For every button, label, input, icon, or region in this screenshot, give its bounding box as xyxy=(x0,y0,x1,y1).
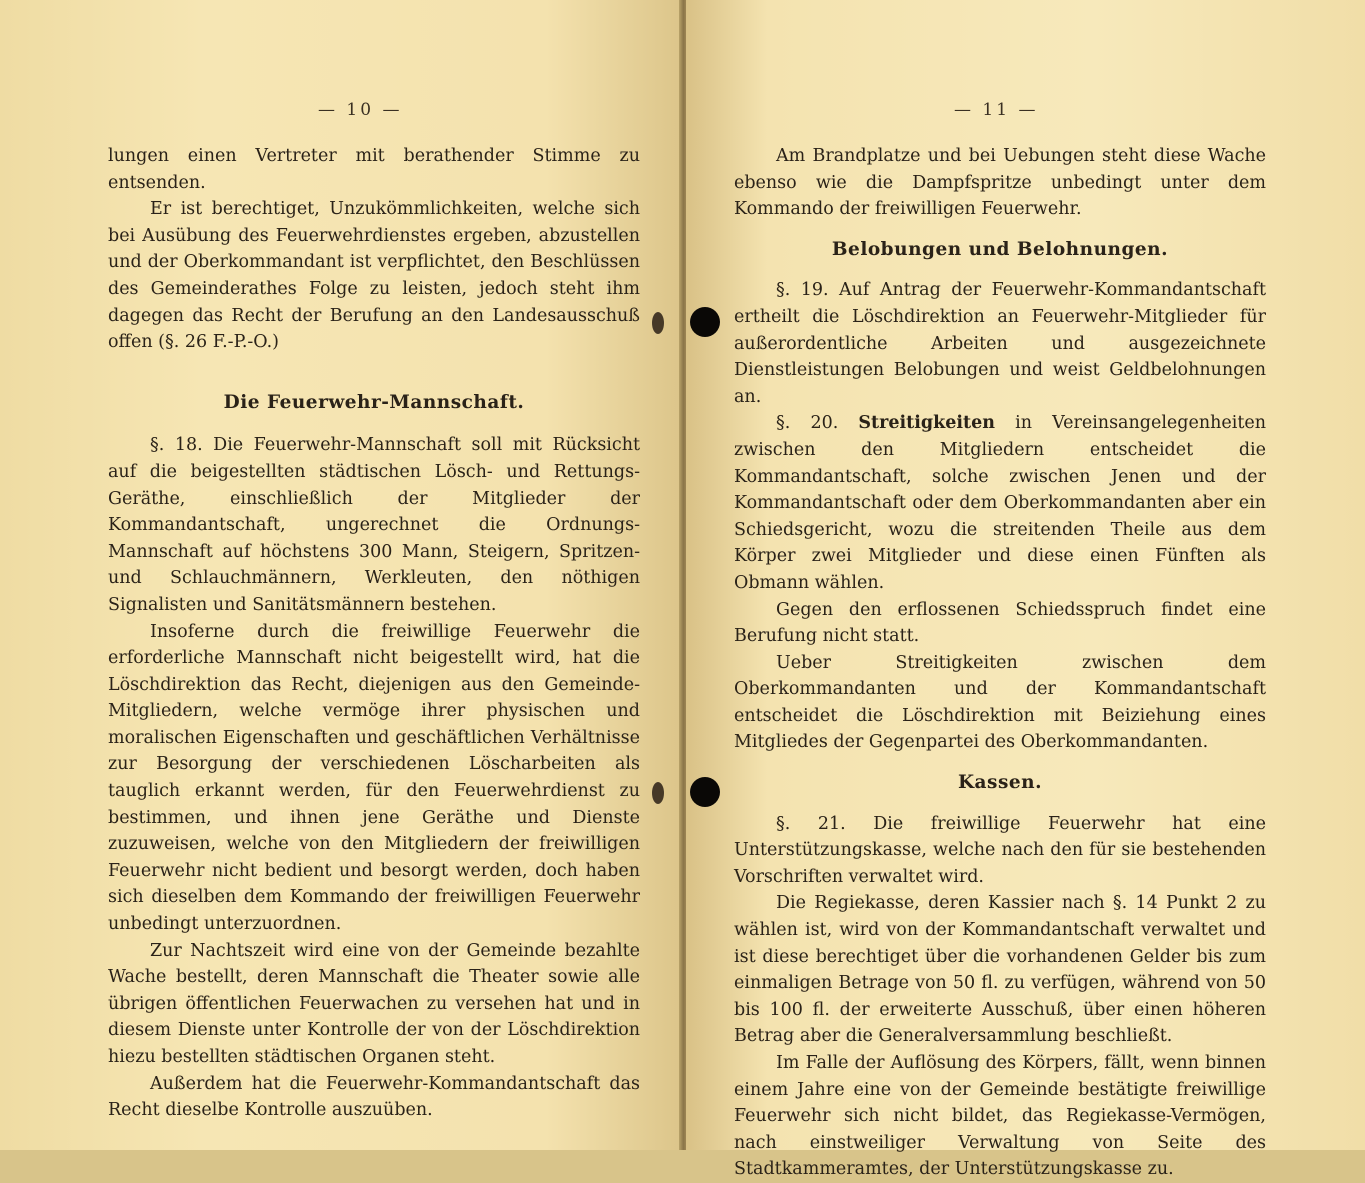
section-heading: Die Feuerwehr-Mannschaft. xyxy=(223,391,525,413)
page-number: — 10 — xyxy=(318,100,403,120)
section-heading: Kassen. xyxy=(957,772,1043,794)
binding-hole-shadow xyxy=(652,312,664,334)
right-page-body xyxy=(734,143,1266,1183)
paragraph: Er ist berechtiget, Unzukömmlichkeiten, welche sich bei Ausübung des Feuerwehrdienstes ergeben, abzustellen und der Oberkommandant ist verpflichtet, den Beschlüssen des Gemeinderathes Folge zu leisten, jedoch steht ihm dagegen das Recht der Berufung an den Landesausschuß offen (§. 26 F.-P.-O.) xyxy=(108,199,640,353)
paragraph: Im Falle der Auflösung des Körpers, fällt, wenn binnen einem Jahre eine von der Gemeinde bestätigte freiwillige Feuerwehr sich nicht bildet, das Regiekasse-Vermögen, nach einstweiliger Verwaltung von Seite des Stadtkammeramtes, der Unterstützungskasse zu. xyxy=(734,1053,1266,1180)
paragraph: §. 21. Die freiwillige Feuerwehr hat eine Unterstützungskasse, welche nach den für sie bestehenden Vorschriften verwaltet wird. xyxy=(734,813,1266,887)
paragraph: §. 18. Die Feuerwehr-Mannschaft soll mit Rücksicht auf die beigestellten städtischen Lösch- und Rettungs-Geräthe, einschließlich der Mitglieder der Kommandantschaft, ungerechnet die Ordnungs-Mannschaft auf höchstens 300 Mann, Steigern, Spritzen- und Schlauchmännern, Werkleuten, den nöthigen Signalisten und Sanitätsmännern bestehen. xyxy=(108,435,640,615)
paragraph: §. 19. Auf Antrag der Feuerwehr-Kommandantschaft ertheilt die Löschdirektion an Feuerwehr-Mitglieder für außerordentliche Arbeiten und ausgezeichnete Dienstleistungen Belobungen und weist Geldbelohnungen an. xyxy=(734,280,1266,407)
section-heading: Belobungen und Belohnungen. xyxy=(831,238,1169,260)
paragraph-text: in Vereinsangelegenheiten zwischen den Mitgliedern entscheidet die Kommandantschaft, solche zwischen Jenen und der Kommandantschaft oder dem Oberkommandanten aber ein Schiedsgericht, wozu die streitenden Theile aus dem Körper zwei Mitglieder und diese einen Fünften als Obmann wählen. xyxy=(734,413,1266,593)
right-page xyxy=(686,0,1365,1180)
paragraph: Insoferne durch die freiwillige Feuerwehr die erforderliche Mannschaft nicht beigestellt wird, hat die Löschdirektion das Recht, diejenigen aus den Gemeinde-Mitgliedern, welche vermöge ihrer physischen und moralischen Eigenschaften und geschäftlichen Verhältnisse zur Besorgung der verschiedenen Löscharbeiten als tauglich erkannt werden, für den Feuerwehrdienst zu bestimmen, und ihnen jene Geräthe und Dienste zuzuweisen, welche von den Mitgliedern der freiwilligen Feuerwehr nicht bedient und besorgt werden, doch haben sich dieselben dem Kommando der freiwilligen Feuerwehr unbedingt unterzuordnen. xyxy=(108,621,640,935)
paragraph: Ueber Streitigkeiten zwischen dem Oberkommandanten und der Kommandantschaft entscheidet die Löschdirektion mit Beiziehung eines Mitgliedes der Gegenpartei des Oberkommandanten. xyxy=(734,652,1266,753)
binding-hole xyxy=(690,777,720,807)
paragraph: Die Regiekasse, deren Kassier nach §. 14 Punkt 2 zu wählen ist, wird von der Kommandantschaft verwaltet und ist diese berechtiget über die vorhandenen Gelder bis zum einmaligen Betrage von 50 fl. zu verfügen, während von 50 bis 100 fl. der erweiterte Ausschuß, über einen höheren Betrag aber die Generalversammlung beschließt. xyxy=(734,893,1266,1047)
bold-term: Streitigkeiten xyxy=(858,413,995,434)
paragraph: Zur Nachtszeit wird eine von der Gemeinde bezahlte Wache bestellt, deren Mannschaft die Theater sowie alle übrigen öffentlichen Feuerwachen zu versehen hat und in diesem Dienste unter Kontrolle der von der Löschdirektion hiezu bestellten städtischen Organen steht. xyxy=(108,940,640,1067)
binding-hole-shadow xyxy=(652,782,664,804)
left-page xyxy=(0,0,682,1150)
paragraph: Am Brandplatze und bei Uebungen steht diese Wache ebenso wie die Dampfspritze unbedingt unter dem Kommando der freiwilligen Feuerwehr. xyxy=(734,146,1266,220)
paragraph: Außerdem hat die Feuerwehr-Kommandantschaft das Recht dieselbe Kontrolle auszuüben. xyxy=(108,1073,640,1121)
paragraph: lungen einen Vertreter mit berathender Stimme zu entsenden. xyxy=(108,146,640,193)
page-number: — 11 — xyxy=(954,100,1039,120)
paragraph: Gegen den erflossenen Schiedsspruch findet eine Berufung nicht statt. xyxy=(734,599,1266,647)
left-page-body xyxy=(108,143,640,1124)
binding-hole xyxy=(690,307,720,337)
paragraph xyxy=(734,410,1266,596)
section-number: §. 20. xyxy=(776,413,839,434)
